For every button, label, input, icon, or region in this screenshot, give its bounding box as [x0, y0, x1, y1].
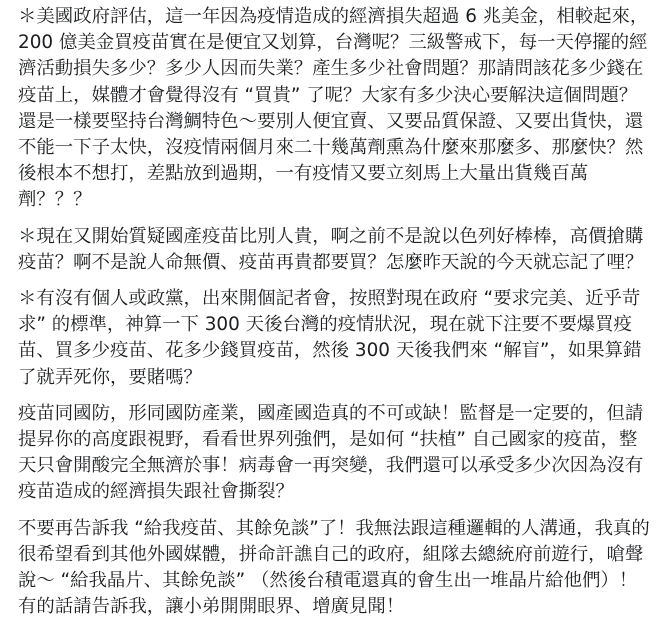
paragraph-give-me-vaccine: 不要再告訴我 “給我疫苗、其餘免談”了！我無法跟這種邏輯的人溝通，我真的很希望看到其他外國媒體，拼命訐譙自己的政府，組隊去總統府前遊行，嗆聲說～ “給我晶片、其餘免談” （然後台積電還真的會生出一堆晶片給他們）！有的話請告訴我，讓小弟開開眼界、增廣見聞！ — [18, 517, 650, 618]
paragraph-vaccine-price: ＊現在又開始質疑國產疫苗比別人貴，啊之前不是說以色列好棒棒，高價搶購疫苗？啊不是說人命無價、疫苗再貴都要買？怎麼昨天說的今天就忘記了哩？ — [18, 225, 644, 273]
paragraph-press-conference: ＊有沒有個人或政黨，出來開個記者會，按照對現在政府 “要求完美、近乎苛求” 的標準，神算一下 300 天後台灣的疫情狀況，現在就下注要不要爆買疫苗、買多少疫苗、花多少錢買疫苗，然後 300 天後我們來 “解盲”，如果算錯了就弄死你，要賭嗎？ — [18, 288, 642, 388]
paragraph-national-defense: 疫苗同國防，形同國防產業，國產國造真的不可或缺！監督是一定要的，但請提昇你的高度跟視野，看看世界列強們，是如何 “扶植” 自己國家的疫苗，整天只會開酸完全無濟於事！病毒會一再突變，我們還可以承受多少次因為沒有疫苗造成的經濟損失跟社會撕裂？ — [18, 402, 644, 503]
post-body — [18, 4, 652, 620]
paragraph-economic-loss: ＊美國政府評估，這一年因為疫情造成的經濟損失超過 6 兆美金，相較起來，200 億美金買疫苗實在是便宜又划算，台灣呢？三級警戒下，每一天停擺的經濟活動損失多少？多少人因而失業？產生多少社會問題？那請問該花多少錢在疫苗上，媒體才會覺得沒有 “買貴” 了呢？大家有多少決心要解決這個問題？還是一樣要堅持台灣鯛特色～要別人便宜賣、又要品質保證、又要出貨快，還不能一下子太快，沒疫情兩個月來二十幾萬劑熏為什麼來那麼多、那麼快？然後根本不想打，差點放到過期，一有疫情又要立刻馬上大量出貨幾百萬劑？？？ — [18, 6, 649, 211]
